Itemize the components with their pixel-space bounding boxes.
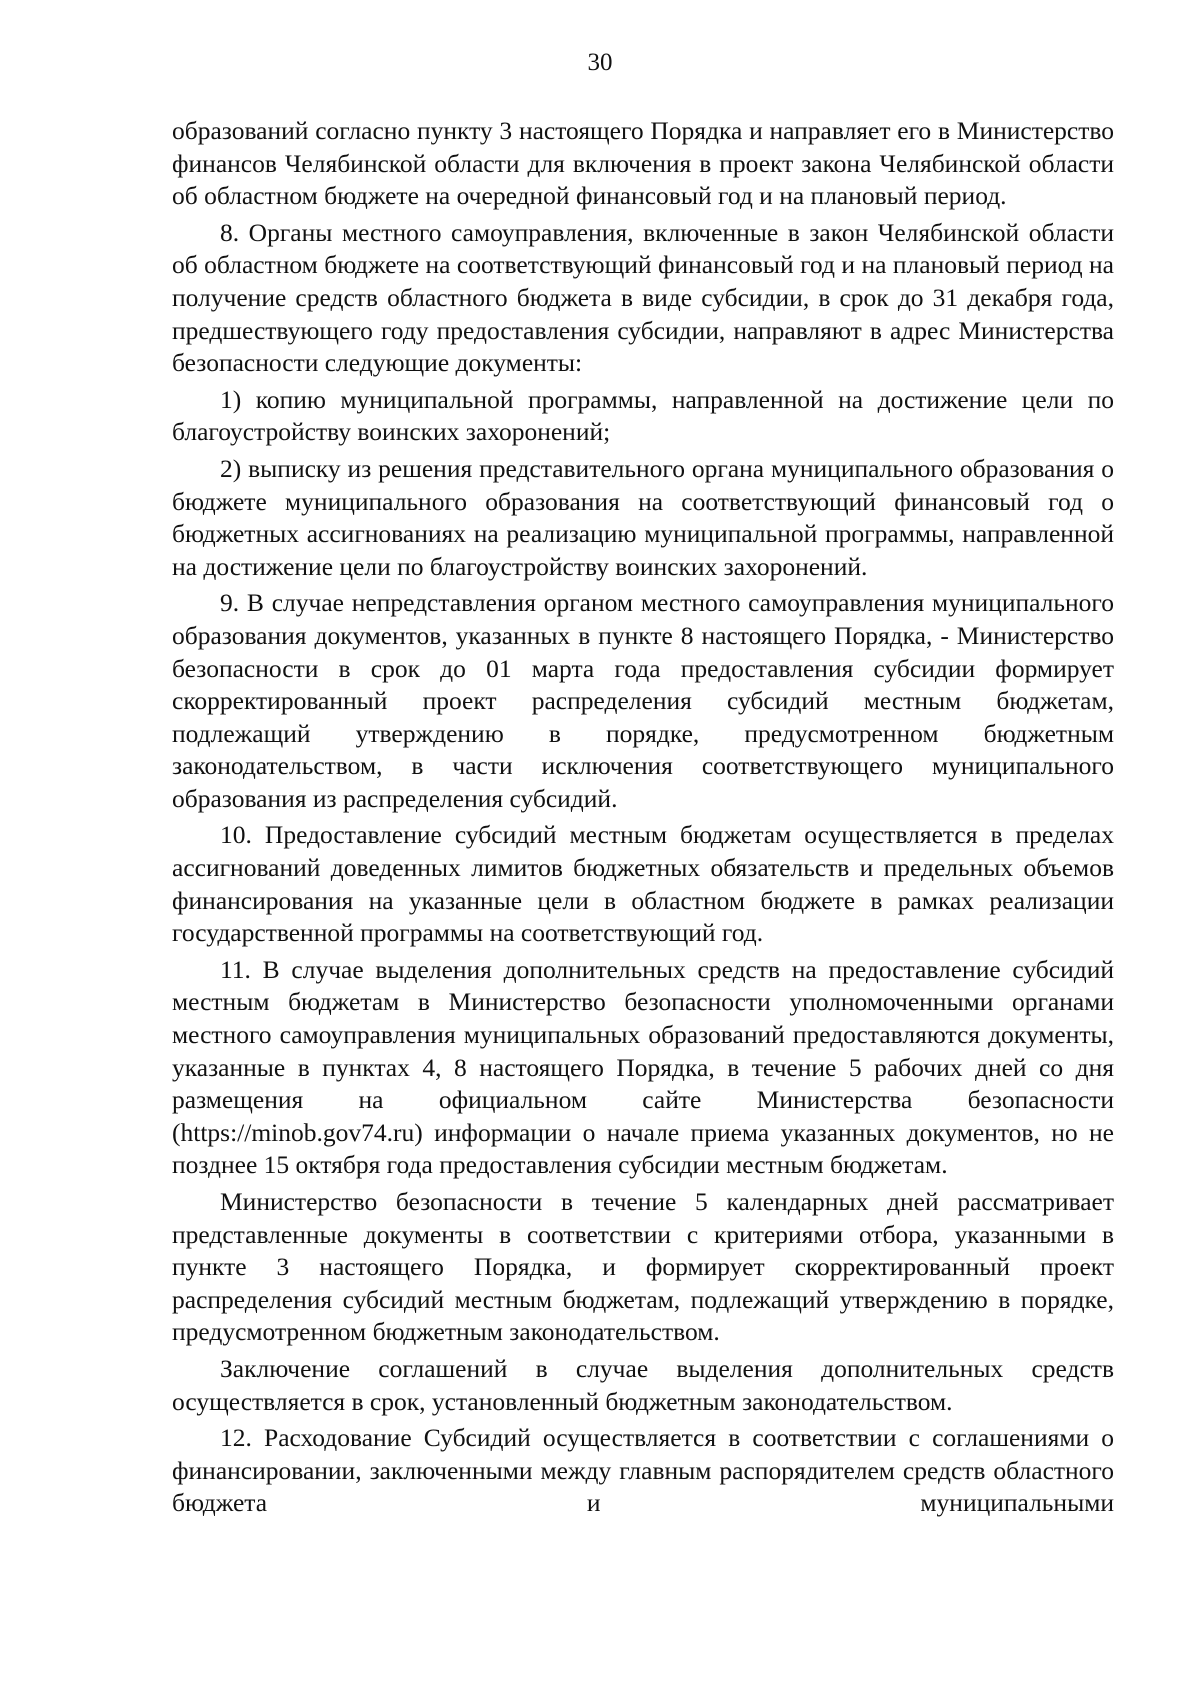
paragraph-item-8: 8. Органы местного самоуправления, включенные в закон Челябинской области об областном бюджете на соответствующий финансовый год и на плановый период на получение средств областного бюджета в виде субсидии, в срок до 31 декабря года, предшествующего году предоставления субсидии, направляют в адрес Министерства безопасности следующие документы: (172, 217, 1114, 378)
page-number: 30 (587, 49, 613, 76)
paragraph-subitem-1: 1) копию муниципальной программы, направленной на достижение цели по благоустройству воинских захоронений; (172, 384, 1114, 447)
paragraph-item-12: 12. Расходование Субсидий осуществляется в соответствии с соглашениями о финансировании, заключенными между главным распорядителем средств областного бюджета и муниципальными (172, 1423, 1114, 1518)
paragraph-ministry-review: Министерство безопасности в течение 5 календарных дней рассматривает представленные документы в соответствии с критериями отбора, указанными в пункте 3 настоящего Порядка, и формирует скорректированный проект распределения субсидий местным бюджетам, подлежащий утверждению в порядке, предусмотренном бюджетным законодательством. (172, 1187, 1114, 1347)
paragraph-item-11: 11. В случае выделения дополнительных средств на предоставление субсидий местным бюджетам в Министерство безопасности уполномоченными органами местного самоуправления муниципальных образований предоставляются документы, указанные в пунктах 4, 8 настоящего Порядка, в течение 5 рабочих дней со дня размещения на официальном сайте Министерства безопасности (https://minob.gov74.ru) информации о начале приема указанных документов, но не позднее 15 октября года предоставления субсидии местным бюджетам. (172, 954, 1114, 1180)
document-body (172, 115, 1114, 1524)
paragraph-subitem-2: 2) выписку из решения представительного органа муниципального образования о бюджете муниципального образования на соответствующий финансовый год о бюджетных ассигнованиях на реализацию муниципальной программы, направленной на достижение цели по благоустройству воинских захоронений. (172, 453, 1114, 581)
paragraph-item-9: 9. В случае непредставления органом местного самоуправления муниципального образования документов, указанных в пункте 8 настоящего Порядка, - Министерство безопасности в срок до 01 марта года предоставления субсидии формирует скорректированный проект распределения субсидий местным бюджетам, подлежащий утверждению в порядке, предусмотренном бюджетным законодательством, в части исключения соответствующего муниципального образования из распределения субсидий. (172, 588, 1114, 813)
paragraph-item-10: 10. Предоставление субсидий местным бюджетам осуществляется в пределах ассигнований доведенных лимитов бюджетных обязательств и предельных объемов финансирования на указанные цели в областном бюджете в рамках реализации государственной программы на соответствующий год. (172, 820, 1114, 948)
paragraph-continuation: образований согласно пункту 3 настоящего Порядка и направляет его в Министерство финансов Челябинской области для включения в проект закона Челябинской области об областном бюджете на очередной финансовый год и на плановый период. (172, 116, 1114, 211)
paragraph-agreements: Заключение соглашений в случае выделения дополнительных средств осуществляется в срок, установленный бюджетным законодательством. (172, 1353, 1114, 1416)
